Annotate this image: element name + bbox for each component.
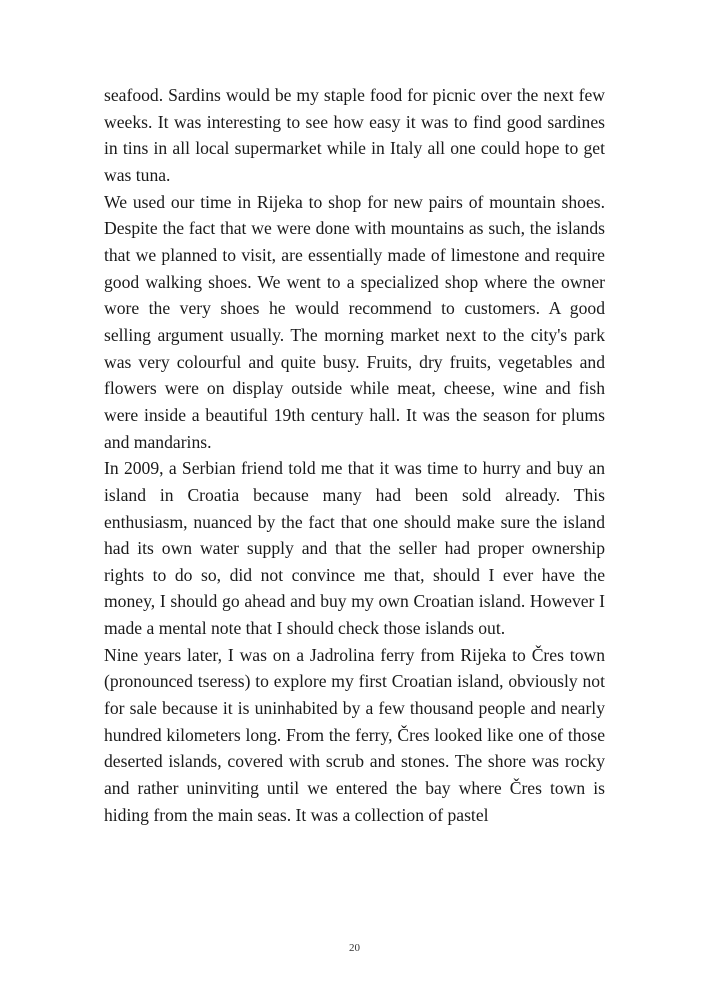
body-text (104, 82, 605, 828)
page-number: 20 (349, 942, 360, 954)
paragraph-island-purchase: In 2009, a Serbian friend told me that it was time to hurry and buy an island in Croatia because many had been sold already. This enthusiasm, nuanced by the fact that one should make sure the island had its own water supply and that the seller had proper ownership rights to do so, did not convince me that, should I ever have the money, I should go ahead and buy my own Croatian island. However I made a mental note that I should check those islands out. (104, 458, 605, 639)
paragraph-sardines: seafood. Sardins would be my staple food for picnic over the next few weeks. It was interesting to see how easy it was to find good sardines in tins in all local supermarket while in Italy all one could hope to get was tuna. (104, 85, 605, 185)
paragraph-cres-ferry: Nine years later, I was on a Jadrolina ferry from Rijeka to Čres town (pronounced tseress) to explore my first Croatian island, obviously not for sale because it is uninhabited by a few thousand people and nearly hundred kilometers long. From the ferry, Čres looked like one of those deserted islands, covered with scrub and stones. The shore was rocky and rather uninviting until we entered the bay where Čres town is hiding from the main seas. It was a collection of pastel (104, 644, 605, 825)
paragraph-rijeka-shopping: We used our time in Rijeka to shop for new pairs of mountain shoes. Despite the fact that we were done with mountains as such, the islands that we planned to visit, are essentially made of limestone and require good walking shoes. We went to a specialized shop where the owner wore the very shoes he would recommend to customers. A good selling argument usually. The morning market next to the city's park was very colourful and quite busy. Fruits, dry fruits, vegetables and flowers were on display outside while meat, cheese, wine and fish were inside a beautiful 19th century hall. It was the season for plums and mandarins. (104, 191, 605, 452)
